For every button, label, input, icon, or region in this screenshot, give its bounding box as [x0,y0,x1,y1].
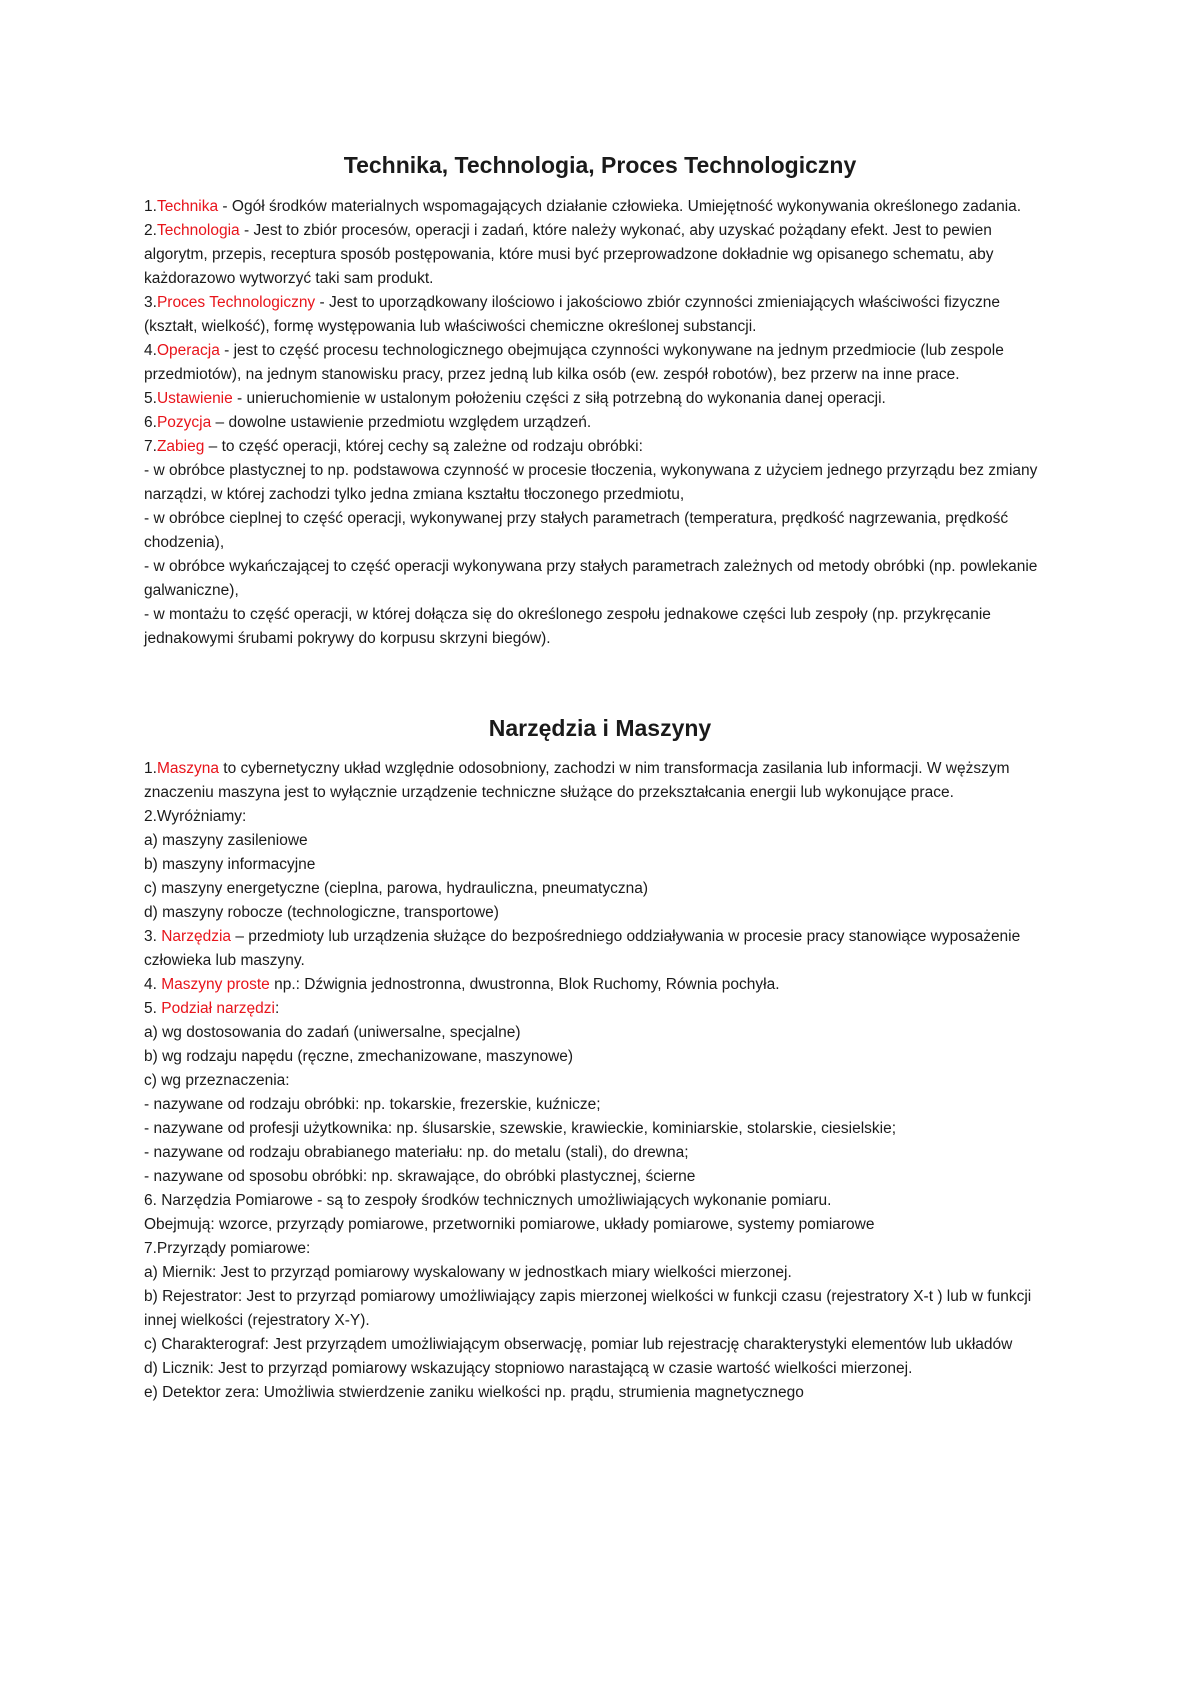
definition-item-text: - unieruchomienie w ustalonym położeniu części z siłą potrzebną do wykonania danej operacji. [232,390,886,407]
definition-item-prefix: 7. [144,438,157,455]
list-item [144,1213,1056,1237]
list-item-text: Obejmują: wzorce, przyrządy pomiarowe, przetworniki pomiarowe, układy pomiarowe, systemy pomiarowe [144,1216,875,1233]
list-item-text: d) maszyny robocze (technologiczne, transportowe) [144,904,499,921]
list-item-prefix: 3. [144,928,162,945]
list-item [144,1069,1056,1093]
definition-item [144,195,1056,219]
definition-item-term: Zabieg [156,438,205,455]
list-item-text: b) Rejestrator: Jest to przyrząd pomiarowy umożliwiający zapis mierzonej wielkości w funkcji czasu (rejestratory X-t ) lub w funkcji innej wielkości (rejestratory X-Y). [144,1288,1032,1329]
list-item-prefix: 4. [144,976,162,993]
definition-item-prefix: 3. [144,294,157,311]
list-item [144,973,1056,997]
list-item [144,1117,1056,1141]
definition-item [144,387,1056,411]
definition-item-term: Technika [156,198,219,215]
list-item [144,877,1056,901]
definition-item [144,219,1056,291]
list-item [144,1381,1056,1405]
list-item-text: 2.Wyróżniamy: [144,808,247,825]
list-item-text: - nazywane od sposobu obróbki: np. skrawające, do obróbki plastycznej, ścierne [144,1168,696,1185]
definition-item [144,291,1056,339]
list-item-text: 7.Przyrządy pomiarowe: [144,1240,311,1257]
list-item-prefix: 1. [144,760,157,777]
definition-subitem: - w montażu to część operacji, w której dołącza się do określonego zespołu jednakowe części lub zespoły (np. przykręcanie jednakowymi śrubami pokrywy do korpusu skrzyni biegów). [144,606,991,647]
list-item [144,1141,1056,1165]
definition-subitem: - w obróbce cieplnej to część operacji, wykonywanej przy stałych parametrach (temperatura, prędkość nagrzewania, prędkość chodzenia), [144,510,1009,551]
list-item-text: e) Detektor zera: Umożliwia stwierdzenie zaniku wielkości np. prądu, strumienia magnetycznego [144,1384,804,1401]
section-title-narzedzia: Narzędzia i Maszyny [488,715,712,741]
list-item [144,901,1056,925]
definition-item-prefix: 4. [144,342,157,359]
list-item [144,1165,1056,1189]
definition-item-term: Ustawienie [156,390,233,407]
definition-item-prefix: 1. [144,198,157,215]
list-item [144,997,1056,1021]
section-narzedzia [144,757,1056,1405]
list-item [144,1357,1056,1381]
document-content [144,150,1056,1405]
definition-item-prefix: 2. [144,222,157,239]
definition-item-term: Pozycja [156,414,212,431]
definition-item-term: Operacja [156,342,220,359]
list-item [144,1261,1056,1285]
list-item [144,1189,1056,1213]
list-item [144,757,1056,805]
list-item-text: a) wg dostosowania do zadań (uniwersalne, specjalne) [144,1024,521,1041]
list-item-prefix: 5. [144,1000,162,1017]
definition-item-text: - Jest to uporządkowany ilościowo i jakościowo zbiór czynności zmieniających właściwości fizyczne (kształt, wielkość), formę występowania lub właściwości chemiczne określonej substancji. [144,294,1001,335]
section-technika [144,195,1056,651]
list-item [144,1237,1056,1261]
definition-item [144,435,1056,459]
list-item [144,1285,1056,1333]
list-item-text: – przedmioty lub urządzenia służące do bezpośredniego oddziaływania w procesie pracy stanowiące wyposażenie człowieka lub maszyny. [144,928,1021,969]
list-item-text: 6. Narzędzia Pomiarowe - są to zespoły środków technicznych umożliwiających wykonanie pomiaru. [144,1192,832,1209]
list-item-text: c) wg przeznaczenia: [144,1072,290,1089]
list-item-text: : [274,1000,280,1017]
definition-item [144,339,1056,387]
list-item-term: Narzędzia [161,928,232,945]
list-item-text: c) maszyny energetyczne (cieplna, parowa, hydrauliczna, pneumatyczna) [144,880,648,897]
list-item [144,829,1056,853]
list-item-term: Maszyna [156,760,219,777]
definition-item [144,411,1056,435]
list-item-text: c) Charakterograf: Jest przyrządem umożliwiającym obserwację, pomiar lub rejestrację charakterystyki elementów lub układów [144,1336,1013,1353]
list-item-text: - nazywane od profesji użytkownika: np. ślusarskie, szewskie, krawieckie, kominiarskie, stolarskie, ciesielskie; [144,1120,897,1137]
list-item-text: d) Licznik: Jest to przyrząd pomiarowy wskazujący stopniowo narastającą w czasie wartość wielkości mierzonej. [144,1360,913,1377]
list-item-text: b) wg rodzaju napędu (ręczne, zmechanizowane, maszynowe) [144,1048,574,1065]
list-item [144,1093,1056,1117]
list-item-text: b) maszyny informacyjne [144,856,316,873]
section-title-technika: Technika, Technologia, Proces Technologiczny [343,152,857,178]
list-item-text: - nazywane od rodzaju obróbki: np. tokarskie, frezerskie, kuźnicze; [144,1096,601,1113]
definition-item-text: – dowolne ustawienie przedmiotu względem urządzeń. [211,414,592,431]
list-item-text: to cybernetyczny układ względnie odosobniony, zachodzi w nim transformacja zasilania lub informacji. W węższym znaczeniu maszyna jest to wyłącznie urządzenie techniczne służące do przekształcania energii lub wykonujące prace. [144,760,1010,801]
definition-item-text: - Ogół środków materialnych wspomagających działanie człowieka. Umiejętność wykonywania określonego zadania. [218,198,1022,215]
list-item-text: np.: Dźwignia jednostronna, dwustronna, Blok Ruchomy, Równia pochyła. [269,976,780,993]
definition-item-term: Technologia [156,222,240,239]
definition-item-text: – to część operacji, której cechy są zależne od rodzaju obróbki: [204,438,643,455]
definition-item-prefix: 5. [144,390,157,407]
list-item [144,805,1056,829]
definition-subitem: - w obróbce wykańczającej to część operacji wykonywana przy stałych parametrach zależnych od metody obróbki (np. powlekanie galwaniczne), [144,558,1038,599]
definition-item-term: Proces Technologiczny [156,294,316,311]
list-item-text: - nazywane od rodzaju obrabianego materiału: np. do metalu (stali), do drewna; [144,1144,689,1161]
list-item-text: a) maszyny zasileniowe [144,832,308,849]
list-item [144,1045,1056,1069]
list-item-term: Maszyny proste [161,976,270,993]
list-item [144,1333,1056,1357]
definition-subitem: - w obróbce plastycznej to np. podstawowa czynność w procesie tłoczenia, wykonywana z użyciem jednego przyrządu bez zmiany narządzi, w której zachodzi tylko jedna zmiana kształtu tłoczonego przedmiotu, [144,462,1038,503]
list-item [144,925,1056,973]
definition-item-text: - Jest to zbiór procesów, operacji i zadań, które należy wykonać, aby uzyskać pożądany efekt. Jest to pewien algorytm, przepis, receptura sposób postępowania, które musi być przeprowadzone dokładnie wg opisanego schematu, aby każdorazowo wytworzyć taki sam produkt. [144,222,994,287]
definition-item-prefix: 6. [144,414,157,431]
list-item [144,1021,1056,1045]
definition-item-text: - jest to część procesu technologicznego obejmująca czynności wykonywane na jednym przedmiocie (lub zespole przedmiotów), na jednym stanowisku pracy, przez jedną lub kilka osób (ew. zespół robotów), bez przerw na inne prace. [144,342,1004,383]
list-item-text: a) Miernik: Jest to przyrząd pomiarowy wyskalowany w jednostkach miary wielkości mierzonej. [144,1264,792,1281]
list-item [144,853,1056,877]
list-item-term: Podział narzędzi [161,1000,275,1017]
